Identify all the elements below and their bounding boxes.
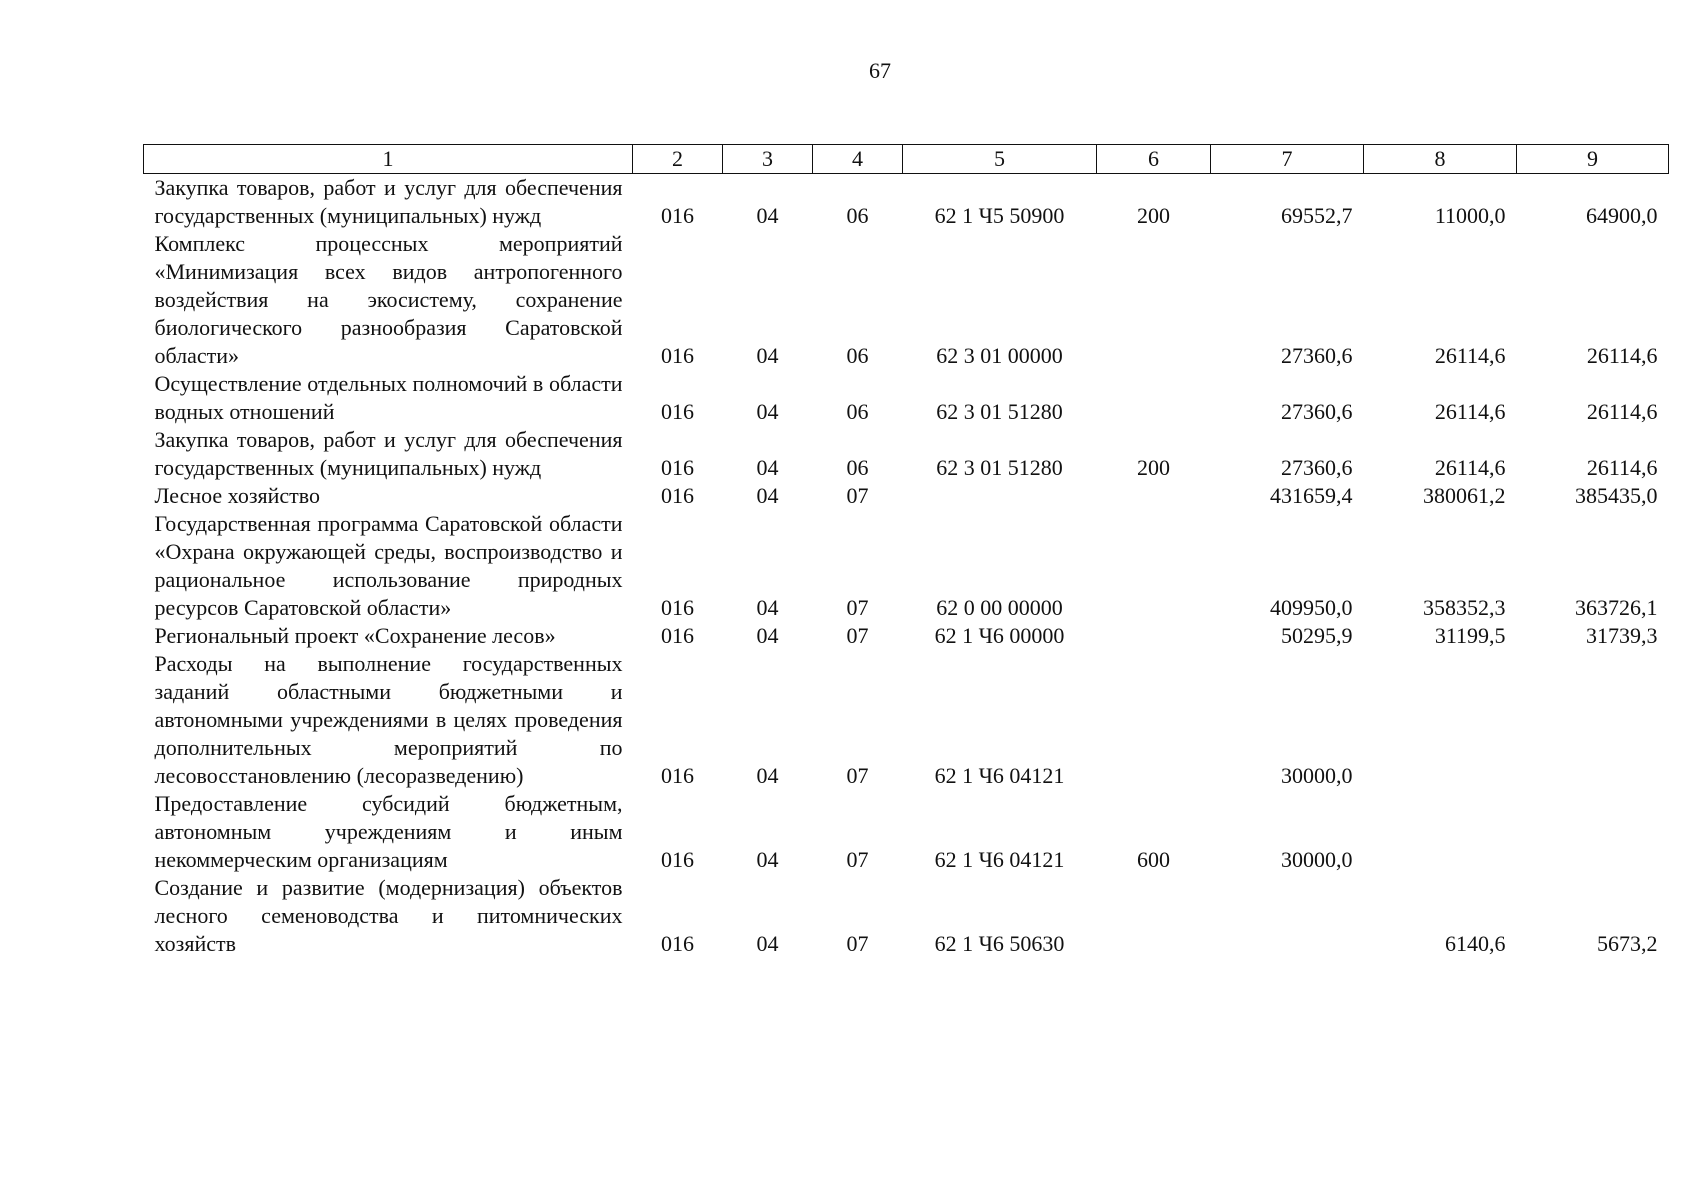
expense-type-code	[1097, 230, 1211, 370]
ministry-code: 016	[661, 203, 694, 228]
expense-type-code	[1097, 510, 1211, 622]
column-header: 1	[144, 145, 633, 174]
target-article-code: 62 1 Ч6 04121	[934, 847, 1065, 872]
target-article-code: 62 3 01 51280	[936, 455, 1063, 480]
ministry-code: 016	[661, 847, 694, 872]
expense-type-code: 200	[1137, 455, 1170, 480]
section-code: 04	[756, 455, 779, 480]
amount-col-8: 31199,5	[1434, 623, 1506, 648]
column-header: 4	[813, 145, 903, 174]
ministry-code: 016	[661, 763, 694, 788]
subsection-code: 07	[846, 595, 869, 620]
amount-col-8	[1364, 650, 1517, 790]
expense-type-code	[1097, 482, 1211, 510]
amount-col-9: 64900,0	[1586, 203, 1658, 228]
table-row	[144, 510, 1669, 622]
expense-type-code	[1097, 650, 1211, 790]
amount-col-8: 26114,6	[1434, 399, 1506, 424]
amount-col-8: 380061,2	[1423, 483, 1506, 508]
column-header: 9	[1517, 145, 1669, 174]
amount-col-7: 50295,9	[1281, 623, 1353, 648]
amount-col-8: 6140,6	[1445, 931, 1506, 956]
table-header	[144, 145, 1669, 174]
expense-type-code	[1097, 370, 1211, 426]
subsection-code: 07	[846, 847, 869, 872]
table-row	[144, 426, 1669, 482]
expense-type-code	[1097, 874, 1211, 958]
section-code: 04	[756, 847, 779, 872]
expense-type-code	[1097, 622, 1211, 650]
target-article-code: 62 1 Ч5 50900	[934, 203, 1065, 228]
ministry-code: 016	[661, 931, 694, 956]
table-row	[144, 622, 1669, 650]
amount-col-7: 69552,7	[1281, 203, 1353, 228]
amount-col-9: 26114,6	[1586, 455, 1658, 480]
subsection-code: 06	[846, 343, 869, 368]
subsection-code: 07	[846, 623, 869, 648]
amount-col-7: 30000,0	[1281, 763, 1353, 788]
section-code: 04	[756, 203, 779, 228]
row-description: Закупка товаров, работ и услуг для обеспечения государственных (муниципальных) нужд	[154, 427, 623, 480]
target-article-code: 62 3 01 51280	[936, 399, 1063, 424]
amount-col-8: 358352,3	[1423, 595, 1506, 620]
ministry-code: 016	[661, 455, 694, 480]
target-article-code: 62 3 01 00000	[936, 343, 1063, 368]
amount-col-7: 27360,6	[1281, 343, 1353, 368]
section-code: 04	[756, 623, 779, 648]
amount-col-8: 11000,0	[1434, 203, 1506, 228]
row-description: Государственная программа Саратовской области «Охрана окружающей среды, воспроизводство и рациональное использование природных ресурсов Саратовской области»	[154, 511, 623, 620]
target-article-code: 62 0 00 00000	[936, 595, 1063, 620]
column-header: 2	[633, 145, 723, 174]
table-row	[144, 370, 1669, 426]
ministry-code: 016	[661, 623, 694, 648]
column-header: 3	[723, 145, 813, 174]
subsection-code: 06	[846, 399, 869, 424]
amount-col-8: 26114,6	[1434, 455, 1506, 480]
section-code: 04	[756, 343, 779, 368]
column-header: 8	[1364, 145, 1517, 174]
amount-col-8	[1364, 790, 1517, 874]
ministry-code: 016	[661, 595, 694, 620]
table-row	[144, 482, 1669, 510]
table-row	[144, 650, 1669, 790]
table-row	[144, 230, 1669, 370]
table-body	[144, 174, 1669, 959]
subsection-code: 07	[846, 763, 869, 788]
section-code: 04	[756, 763, 779, 788]
amount-col-7: 30000,0	[1281, 847, 1353, 872]
column-header: 6	[1097, 145, 1211, 174]
subsection-code: 06	[846, 455, 869, 480]
amount-col-9	[1517, 790, 1669, 874]
amount-col-9: 26114,6	[1586, 399, 1658, 424]
table-row	[144, 174, 1669, 231]
subsection-code: 06	[846, 203, 869, 228]
ministry-code: 016	[661, 483, 694, 508]
row-description: Создание и развитие (модернизация) объектов лесного семеноводства и питомнических хозяйств	[154, 875, 623, 956]
section-code: 04	[756, 399, 779, 424]
row-description: Осуществление отдельных полномочий в области водных отношений	[154, 371, 623, 424]
table-row	[144, 874, 1669, 958]
amount-col-7: 431659,4	[1270, 483, 1353, 508]
row-description: Предоставление субсидий бюджетным, автономным учреждениям и иным некоммерческим организациям	[154, 791, 623, 872]
budget-table	[143, 144, 1669, 958]
row-description: Комплекс процессных мероприятий «Минимизация всех видов антропогенного воздействия на экосистему, сохранение биологического разнообразия Саратовской области»	[154, 231, 623, 368]
section-code: 04	[756, 483, 779, 508]
header-row	[144, 145, 1669, 174]
amount-col-7	[1211, 874, 1364, 958]
target-article-code: 62 1 Ч6 00000	[934, 623, 1065, 648]
amount-col-9	[1517, 650, 1669, 790]
subsection-code: 07	[846, 483, 869, 508]
amount-col-9: 5673,2	[1597, 931, 1658, 956]
target-article-code: 62 1 Ч6 04121	[934, 763, 1065, 788]
subsection-code: 07	[846, 931, 869, 956]
section-code: 04	[756, 931, 779, 956]
amount-col-9: 31739,3	[1586, 623, 1658, 648]
ministry-code: 016	[661, 399, 694, 424]
target-article-code: 62 1 Ч6 50630	[934, 931, 1065, 956]
row-description: Расходы на выполнение государственных заданий областными бюджетными и автономными учреждениями в целях проведения дополнительных мероприятий по лесовосстановлению (лесоразведению)	[154, 651, 623, 788]
amount-col-7: 409950,0	[1270, 595, 1353, 620]
amount-col-7: 27360,6	[1281, 399, 1353, 424]
page-number: 67	[869, 58, 891, 83]
target-article-code	[903, 482, 1097, 510]
amount-col-9: 363726,1	[1575, 595, 1658, 620]
expense-type-code: 200	[1137, 203, 1170, 228]
row-description: Региональный проект «Сохранение лесов»	[154, 623, 556, 648]
column-header: 7	[1211, 145, 1364, 174]
expense-type-code: 600	[1137, 847, 1170, 872]
section-code: 04	[756, 595, 779, 620]
ministry-code: 016	[661, 343, 694, 368]
table-row	[144, 790, 1669, 874]
row-description: Закупка товаров, работ и услуг для обеспечения государственных (муниципальных) нужд	[154, 175, 623, 228]
column-header: 5	[903, 145, 1097, 174]
amount-col-9: 26114,6	[1586, 343, 1658, 368]
amount-col-7: 27360,6	[1281, 455, 1353, 480]
row-description: Лесное хозяйство	[154, 483, 321, 508]
amount-col-9: 385435,0	[1575, 483, 1658, 508]
amount-col-8: 26114,6	[1434, 343, 1506, 368]
